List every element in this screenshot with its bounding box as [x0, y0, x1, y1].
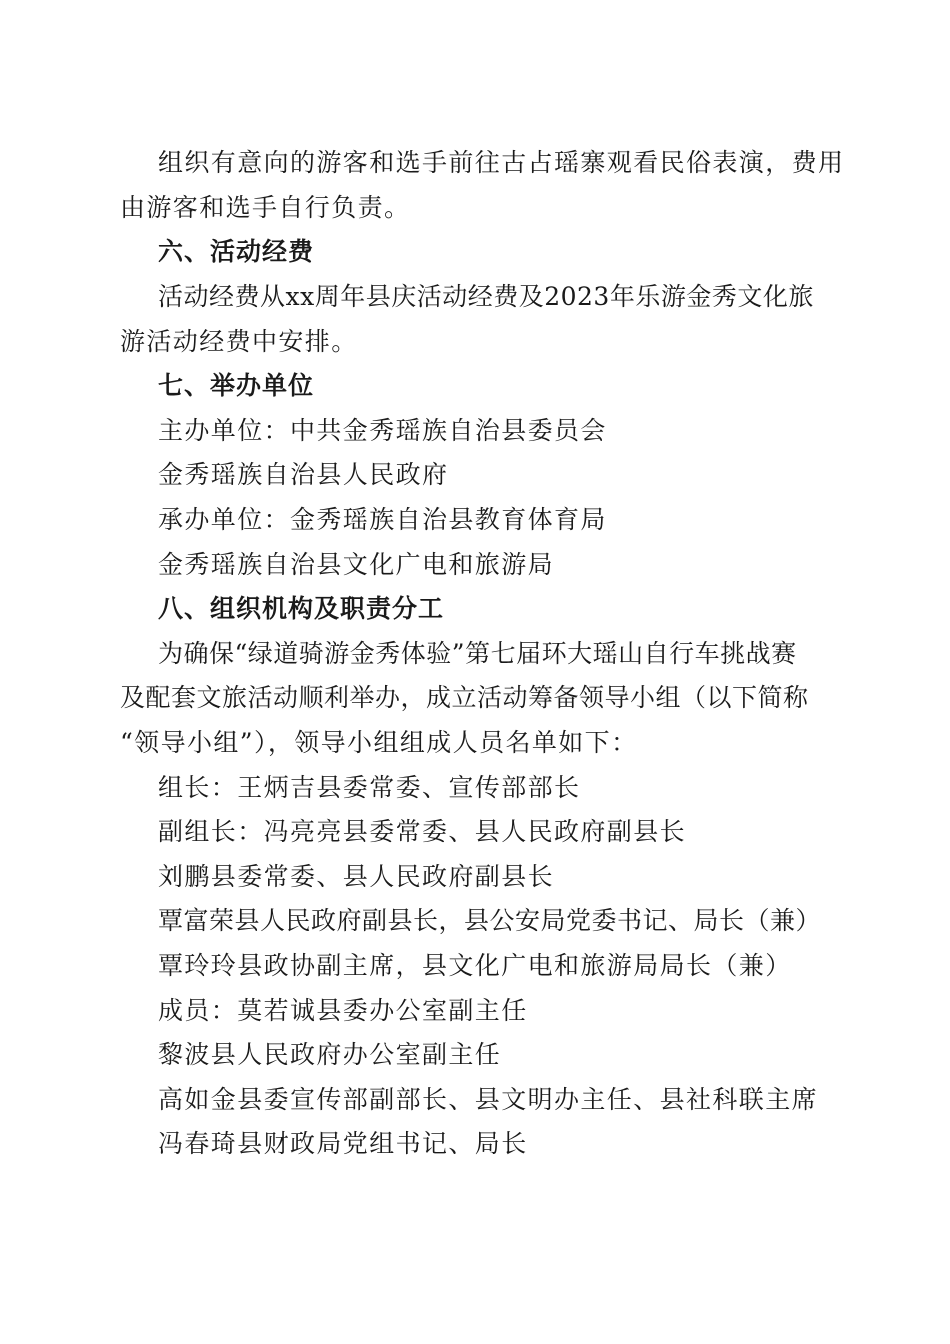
- paragraph-line: 组长：王炳吉县委常委、宣传部部长: [158, 773, 581, 802]
- paragraph-line: 黎波县人民政府办公室副主任: [158, 1040, 502, 1069]
- paragraph-line: 覃玲玲县政协副主席，县文化广电和旅游局局长（兼）: [158, 951, 792, 980]
- paragraph-line: 冯春琦县财政局党组书记、局长: [158, 1129, 528, 1158]
- paragraph-line: 为确保“绿道骑游金秀体验”第七届环大瑶山自行车挑战赛: [158, 639, 797, 668]
- paragraph-line: 游活动经费中安排。: [120, 327, 358, 356]
- paragraph-line: 金秀瑶族自治县文化广电和旅游局: [158, 550, 555, 579]
- paragraph-line: 主办单位：中共金秀瑶族自治县委员会: [158, 416, 607, 445]
- paragraph-line: 副组长：冯亮亮县委常委、县人民政府副县长: [158, 817, 687, 846]
- paragraph-line: 及配套文旅活动顺利举办，成立活动筹备领导小组（以下简称: [120, 683, 809, 712]
- paragraph-line: 活动经费从xx周年县庆活动经费及2023年乐游金秀文化旅: [158, 282, 814, 311]
- paragraph-line: 由游客和选手自行负责。: [120, 193, 411, 222]
- paragraph-line: 覃富荣县人民政府副县长，县公安局党委书记、局长（兼）: [158, 906, 822, 935]
- paragraph-line: 刘鹏县委常委、县人民政府副县长: [158, 862, 555, 891]
- paragraph-line: 组织有意向的游客和选手前往古占瑶寨观看民俗表演，费用: [158, 148, 845, 177]
- paragraph-line: 金秀瑶族自治县人民政府: [158, 460, 449, 489]
- section-heading-organizers: 七、举办单位: [158, 371, 315, 400]
- paragraph-line: 承办单位：金秀瑶族自治县教育体育局: [158, 505, 607, 534]
- paragraph-line: “领导小组”），领导小组组成人员名单如下：: [120, 728, 638, 757]
- paragraph-line: 成员：莫若诚县委办公室副主任: [158, 996, 528, 1025]
- section-heading-organization: 八、组织机构及职责分工: [158, 594, 445, 623]
- section-heading-funding: 六、活动经费: [158, 237, 315, 266]
- paragraph-line: 高如金县委宣传部副部长、县文明办主任、县社科联主席: [158, 1085, 819, 1114]
